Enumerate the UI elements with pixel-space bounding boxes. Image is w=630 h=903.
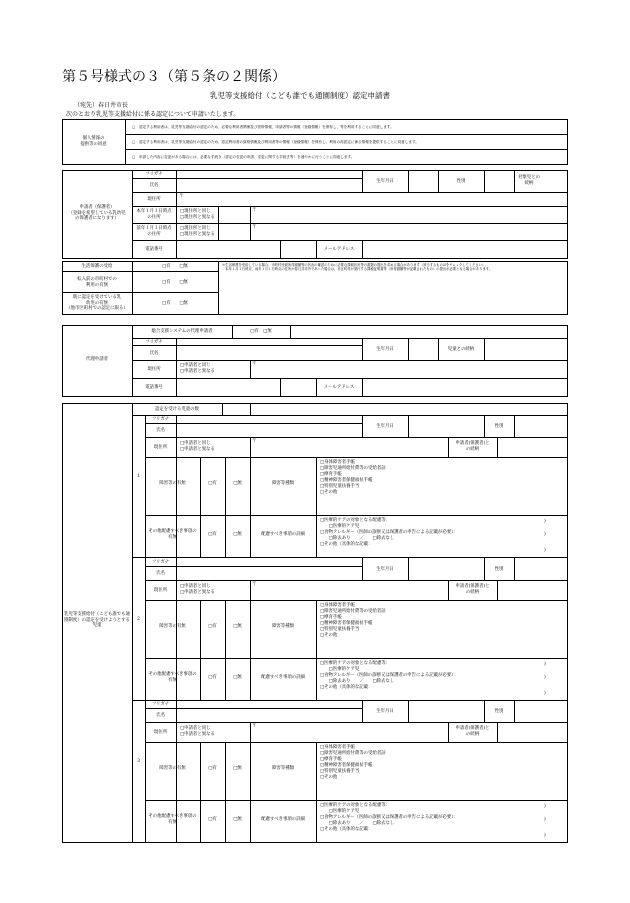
child-disability-types[interactable]: □身体障害者手帳 □障害児通所給付費等の受給者証 □療育手帳 □精神障害者保健福祉手帳 □特別児童扶養手当 □その他 [320, 603, 386, 638]
child-col-line [225, 742, 226, 842]
child-disability-types[interactable]: □身体障害者手帳 □障害児通所給付費等の受給者証 □療育手帳 □精神障害者保健福祉手帳 □特別児童扶養手当 □その他 [320, 460, 386, 495]
child-col-line [497, 722, 498, 742]
child-postal-mark: 〒 [252, 582, 257, 587]
child-row-line [145, 722, 568, 723]
residency-choice-1[interactable]: □有 □無 [162, 264, 188, 269]
applicant-furigana-label: フリガナ [145, 172, 163, 177]
child-col-line [497, 580, 498, 600]
child-3-index: 3 [137, 759, 140, 764]
child-disability-type-label: 障害等種類 [272, 481, 294, 486]
child-same-as-applicant[interactable]: □申請者と同じ □申請者と異なる [180, 441, 215, 452]
child-disability-type-label: 障害等種類 [272, 624, 294, 629]
child-disability-types[interactable]: □身体障害者手帳 □障害児通所給付費等の受給者証 □療育手帳 □精神障害者保健福祉手帳 □特別児童扶養手当 □その他 [320, 745, 386, 780]
child-care-details[interactable]: □医療的ケアの対象となる配慮等： □医療的ケア児 □食物アレルギー（医師の診断又は保護者の申告による記載が必要）： □除去あり ／ □除去なし □その他（具体的な記載： [320, 518, 458, 547]
child-disability-label: 障害等の有無 [159, 766, 186, 771]
residency-choice-2[interactable]: □有 □無 [162, 280, 188, 285]
child-disability-yes[interactable]: □有 [208, 624, 217, 629]
child-col-line [316, 600, 317, 700]
applicant-prev-jan-address-choice[interactable]: □現住所と同じ □現住所と異なる [180, 226, 215, 237]
applicant-address-label: 現住所 [147, 197, 161, 202]
child-disability-type-label: 障害等種類 [272, 766, 294, 771]
applicant-email-label: メールアドレス [323, 247, 355, 252]
child-care-no[interactable]: □無 [233, 532, 242, 537]
child-postal-mark: 〒 [252, 724, 257, 729]
child-col-line [200, 600, 201, 700]
child-col-line [408, 558, 409, 580]
residency-choice-3[interactable]: □有 □無 [162, 301, 188, 306]
child-address-label: 現住所 [153, 730, 168, 735]
child-address-label: 現住所 [153, 445, 168, 450]
agent-address-label: 現住所 [147, 367, 161, 372]
residency-label-1: 生活保護の受給 [81, 264, 113, 269]
applicant-phone-label: 電話番号 [145, 247, 163, 252]
child-row-line [145, 800, 568, 801]
child-disability-yes[interactable]: □有 [208, 766, 217, 771]
child-col-line [316, 457, 317, 557]
child-row-line [145, 437, 568, 438]
agent-name-label: 氏名 [149, 351, 159, 356]
consent-item-3[interactable]: □ 申請した内容に変更がある場合には、必要な手続き（認定の変更の申請、変更に関する手続き等）を速やかに行うことに同意します。 [132, 155, 355, 159]
consent-item-1[interactable]: □ 認定する利用者は、乳児等支援給付の認定のため、必要な利用者関係及び世帯情報、申請者等の情報（登録情報）を保有し、等を利用することに同意します。 [132, 125, 394, 129]
child-care-details[interactable]: □医療的ケアの対象となる配慮等： □医療的ケア児 □食物アレルギー（医師の診断又は保護者の申告による記載が必要）： □除去あり ／ □除去なし □その他（具体的な記載： [320, 803, 458, 832]
child-dob-label: 生年月日 [376, 567, 394, 572]
residency-label-3: 既に認定を受けている乳 幼児の有無 （他市区町村での認定に限る） [66, 295, 128, 311]
applicant-relation-label: 対象児との 続柄 [518, 175, 540, 186]
child-disability-yes[interactable]: □有 [208, 481, 217, 486]
consent-label: 個人情報の 提供等の同意 [80, 136, 107, 147]
child-col-line [408, 415, 409, 437]
child-col-line [514, 558, 515, 580]
applicant-jan-postal-mark: 〒 [252, 208, 257, 213]
child-row-line [145, 423, 362, 424]
child-same-as-applicant[interactable]: □申請者と同じ □申請者と異なる [180, 584, 215, 595]
child-row-line [145, 566, 362, 567]
child-col-line [514, 415, 515, 437]
child-disability-no[interactable]: □無 [233, 624, 242, 629]
child-disability-no[interactable]: □無 [233, 481, 242, 486]
agent-relation-label: 児童との続柄 [447, 347, 475, 352]
child-col-line [200, 742, 201, 842]
child-care-details[interactable]: □医療的ケアの対象となる配慮等： □医療的ケア児 □食物アレルギー（医師の診断又は保護者の申告による記載が必要）： □除去あり ／ □除去なし □その他（具体的な記載： [320, 661, 458, 690]
children-section-label: 乳児等支援給付（こども誰でも通 園制度）の認定を受けようとする 児童 [64, 612, 130, 628]
agent-same-as-applicant[interactable]: □申請者と同じ □申請者と異なる [180, 363, 215, 374]
applicant-prev-jan-address-label: 前年１月１日時点 の住所 [136, 226, 172, 237]
child-care-paren-1: ) [544, 662, 546, 667]
child-care-label: その他配慮すべき事項の 有無 [148, 529, 197, 540]
child-gender-label: 性別 [494, 424, 504, 429]
child-disability-no[interactable]: □無 [233, 766, 242, 771]
child-block-divider [132, 842, 568, 843]
child-col-line [225, 600, 226, 700]
agent-dob-label: 生年月日 [376, 347, 394, 352]
child-dob-label: 生年月日 [376, 709, 394, 714]
applicant-prev-jan-postal-mark: 〒 [252, 225, 257, 230]
child-disability-label: 障害等の有無 [159, 481, 186, 486]
child-name-label: 氏名 [156, 428, 165, 433]
child-col-line [408, 700, 409, 722]
lead-text: 次のとおり乳児等支援給付に係る認定について申請いたします。 [66, 111, 240, 118]
child-col-line [200, 457, 201, 557]
applicant-jan-address-label: 本年１月１日時点 の住所 [136, 209, 172, 220]
child-col-line [250, 437, 251, 457]
child-care-paren-2: ) [544, 817, 546, 822]
applicant-name-label: 氏名 [149, 183, 159, 188]
child-dob-label: 生年月日 [376, 424, 394, 429]
agent-postal-mark: 〒 [252, 362, 257, 367]
agent-furigana-label: フリガナ [145, 340, 163, 345]
form-title: 乳児等支援給付（こども誰でも通園制度）認定申請書 [210, 91, 390, 100]
child-row-line [145, 742, 568, 743]
child-name-label: 氏名 [156, 571, 165, 576]
child-care-detail-label: 配慮すべき事項の詳細 [261, 532, 305, 537]
applicant-gender-label: 性別 [456, 179, 466, 184]
child-postal-mark: 〒 [252, 439, 257, 444]
child-name-label: 氏名 [156, 713, 165, 718]
consent-item-2[interactable]: □ 認定する利用者は、乳児等支援給付の認定のため、認定利用者の資格情報及び利用者等の情報（登録情報）を保有し、利用の再認定に係る情報を提供することに同意します。 [132, 140, 419, 144]
child-care-paren-1: ) [544, 519, 546, 524]
child-1-index: 1 [137, 474, 140, 479]
agent-section-label: 代理申請者 [86, 357, 108, 362]
child-care-label: その他配慮すべき事項の 有無 [148, 672, 197, 683]
child-care-paren-1: ) [544, 804, 546, 809]
child-applicant-relation-label: 申請者(保護者)と の続柄 [455, 584, 490, 595]
agent-system-choice[interactable]: □有 □無 [250, 329, 272, 334]
children-section [62, 403, 568, 843]
child-block-divider [132, 700, 568, 701]
applicant-jan-address-choice[interactable]: □現住所と同じ □現住所と異なる [180, 209, 215, 220]
child-col-line [225, 457, 226, 557]
child-same-as-applicant[interactable]: □申請者と同じ □申請者と異なる [180, 726, 215, 737]
applicant-postal-mark: 〒 [179, 194, 184, 199]
child-row-line [145, 658, 568, 659]
child-care-yes[interactable]: □有 [208, 817, 217, 822]
child-care-paren-2: ) [544, 532, 546, 537]
child-care-label: その他配慮すべき事項の 有無 [148, 814, 197, 825]
child-care-paren-3: ) [544, 833, 546, 838]
child-furigana-label: フリガナ [151, 702, 170, 707]
child-disability-label: 障害等の有無 [159, 624, 186, 629]
child-col-line [250, 457, 251, 557]
child-applicant-relation-label: 申請者(保護者)と の続柄 [455, 726, 490, 737]
child-gender-label: 性別 [494, 567, 504, 572]
child-care-yes[interactable]: □有 [208, 675, 217, 680]
child-care-detail-label: 配慮すべき事項の詳細 [261, 817, 305, 822]
child-row-line [145, 515, 568, 516]
applicant-section-label: 申請者（保護者） （登録を希望している乳幼児 の保護者になります） [68, 205, 126, 221]
addressee: （宛先）春日井市長 [74, 102, 129, 109]
child-col-line [250, 600, 251, 700]
child-care-paren-2: ) [544, 675, 546, 680]
agent-email-label: メールアドレス [323, 385, 355, 390]
child-row-line [145, 457, 568, 458]
form-number: 第５号様式の３（第５条の２関係） [62, 69, 286, 85]
child-care-yes[interactable]: □有 [208, 532, 217, 537]
agent-system-question: 総合支援システムの代理申請者 [151, 329, 213, 334]
child-col-line [497, 437, 498, 457]
applicant-dob-label: 生年月日 [376, 179, 394, 184]
agent-phone-label: 電話番号 [145, 385, 163, 390]
child-col-line [514, 700, 515, 722]
child-row-line [145, 580, 568, 581]
child-address-label: 現住所 [153, 588, 168, 593]
child-care-no[interactable]: □無 [233, 817, 242, 822]
child-care-paren-3: ) [544, 548, 546, 553]
child-furigana-label: フリガナ [151, 560, 170, 565]
residency-note: ※生活保護を受給している場合、市町村民税所得割額等の状況の確認のために必要な課税状況等の書類の提出を求める場合があります（該当するもの☑をチェックしてください）。 本年１月１日時点、前年１月１日時点の住所が春日井市外であった場合は、市区町村が発行する課税証明書等（所得割額等が記載されたもの）の提出が必要となる場合があります。 [222, 263, 493, 272]
child-col-line [250, 722, 251, 742]
children-count-label: 認定を受ける児童の数 [155, 407, 199, 412]
child-col-line [250, 742, 251, 842]
child-row-line [145, 708, 362, 709]
child-care-paren-3: ) [544, 691, 546, 696]
child-2-index: 2 [137, 617, 140, 622]
child-col-line [250, 580, 251, 600]
child-block-divider [132, 557, 568, 558]
child-gender-label: 性別 [494, 709, 504, 714]
child-applicant-relation-label: 申請者(保護者)と の続柄 [455, 441, 490, 452]
child-row-line [145, 600, 568, 601]
residency-label-2: 転入前の市町村での 利用の有無 [77, 277, 117, 288]
child-care-no[interactable]: □無 [233, 675, 242, 680]
child-care-detail-label: 配慮すべき事項の詳細 [261, 675, 305, 680]
child-furigana-label: フリガナ [151, 417, 170, 422]
child-col-line [316, 742, 317, 842]
